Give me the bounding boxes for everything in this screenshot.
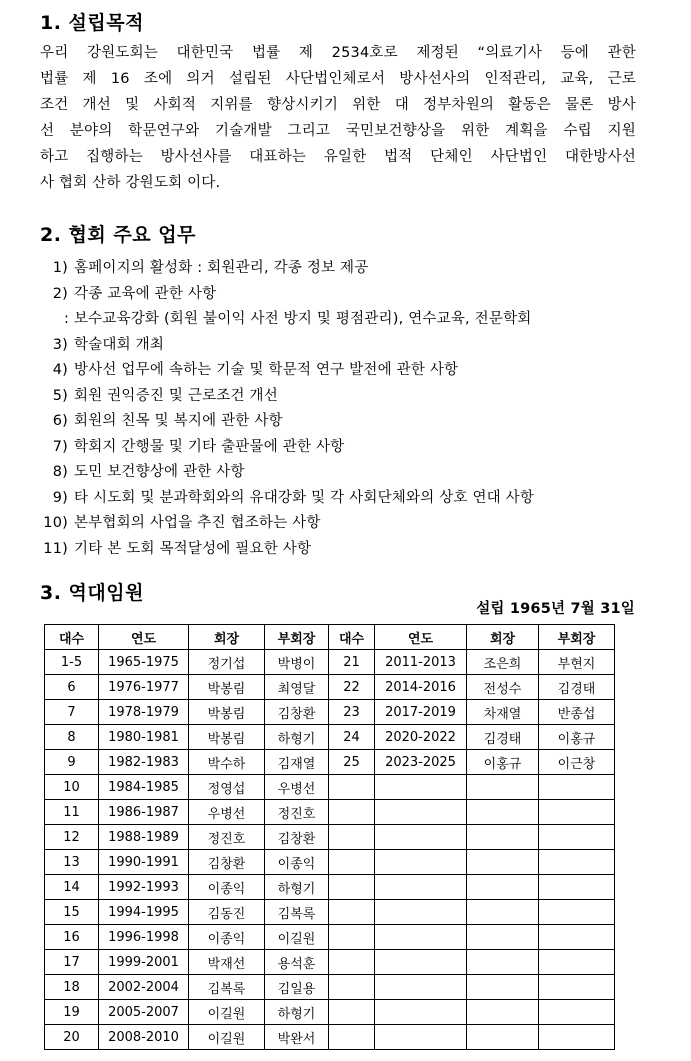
duty-item [40,333,534,359]
cell-term: 11 [45,800,99,825]
table-row [45,825,615,850]
cell-vice-president [539,950,615,975]
cell-years: 2023-2025 [375,750,467,775]
cell-years: 2011-2013 [375,650,467,675]
cell-years: 1990-1991 [99,850,189,875]
cell-president [467,775,539,800]
duty-number: 10) [43,515,68,531]
cell-president: 이종익 [189,925,265,950]
table-row [45,650,615,675]
section2-title: 2. 협회 주요 업무 [40,224,196,246]
duty-text: 회원 권익증진 및 근로조건 개선 [74,387,278,404]
cell-vice-president: 하형기 [265,875,329,900]
cell-vice-president [539,800,615,825]
cell-president: 김경태 [467,725,539,750]
duty-item [40,358,534,384]
cell-president: 이길원 [189,1025,265,1050]
cell-years: 2002-2004 [99,975,189,1000]
cell-years: 1992-1993 [99,875,189,900]
cell-term [329,925,375,950]
cell-term: 25 [329,750,375,775]
cell-term [329,850,375,875]
cell-years: 1980-1981 [99,725,189,750]
cell-term: 1-5 [45,650,99,675]
header-vice-president: 부회장 [265,625,329,650]
cell-term: 7 [45,700,99,725]
cell-years [375,775,467,800]
duty-text: 학술대회 개최 [74,336,165,353]
table-row [45,950,615,975]
table-row [45,700,615,725]
cell-vice-president: 김창환 [265,700,329,725]
cell-years: 1988-1989 [99,825,189,850]
cell-vice-president [539,925,615,950]
duty-item [40,307,534,333]
cell-vice-president: 이홍규 [539,725,615,750]
cell-vice-president [539,975,615,1000]
cell-president: 박봉림 [189,675,265,700]
cell-years: 1986-1987 [99,800,189,825]
cell-president: 조은희 [467,650,539,675]
header-president: 회장 [189,625,265,650]
cell-years [375,875,467,900]
cell-years: 1982-1983 [99,750,189,775]
cell-vice-president: 이근창 [539,750,615,775]
cell-years [375,925,467,950]
cell-term: 23 [329,700,375,725]
purpose-line: 조건 개선 및 사회적 지위를 향상시키기 위한 대 정부차원의 활동은 물론 방사 [40,97,636,113]
duty-text: 방사선 업무에 속하는 기술 및 학문적 연구 발전에 관한 사항 [74,362,459,378]
cell-years: 2008-2010 [99,1025,189,1050]
table-row [45,775,615,800]
cell-years [375,900,467,925]
cell-president [467,950,539,975]
founded-date: 설립 1965년 7월 31일 [476,601,635,617]
cell-president: 정기섭 [189,650,265,675]
duty-number: 3) [52,336,68,353]
duty-item [40,256,534,282]
cell-term: 21 [329,650,375,675]
duty-item [40,435,534,461]
duty-number: 9) [52,489,68,506]
cell-vice-president: 김경태 [539,675,615,700]
cell-years: 2020-2022 [375,725,467,750]
cell-president [467,925,539,950]
cell-vice-president: 김일용 [265,975,329,1000]
header-president: 회장 [467,625,539,650]
cell-president: 이홍규 [467,750,539,775]
duty-text: 도민 보건향상에 관한 사항 [74,464,245,480]
cell-president: 김동진 [189,900,265,925]
duty-item [40,460,534,486]
cell-vice-president: 박병이 [265,650,329,675]
cell-vice-president: 박완서 [265,1025,329,1050]
table-row [45,750,615,775]
cell-term: 6 [45,675,99,700]
cell-vice-president: 하형기 [265,725,329,750]
duty-number: 6) [52,413,68,429]
cell-vice-president [539,875,615,900]
cell-years [375,975,467,1000]
cell-president: 박봉림 [189,700,265,725]
cell-vice-president: 김복록 [265,900,329,925]
duty-number: 7) [52,438,68,455]
cell-vice-president: 정진호 [265,800,329,825]
duty-number: 4) [52,362,68,378]
duty-number: 5) [52,387,68,404]
section1-title: 1. 설립목적 [40,12,144,34]
purpose-line: 우리 강원도회는 대한민국 법률 제 2534호로 제정된 “의료기사 등에 관한 [40,45,636,61]
cell-president [467,850,539,875]
cell-term: 22 [329,675,375,700]
duty-text: 학회지 간행물 및 기타 출판물에 관한 사항 [74,438,345,455]
cell-president [467,900,539,925]
cell-years: 1976-1977 [99,675,189,700]
cell-years: 1999-2001 [99,950,189,975]
cell-term: 18 [45,975,99,1000]
cell-term [329,950,375,975]
duties-list [40,256,534,562]
duty-item [40,384,534,410]
cell-years: 2017-2019 [375,700,467,725]
header-years: 연도 [99,625,189,650]
cell-vice-president: 부현지 [539,650,615,675]
cell-years: 1994-1995 [99,900,189,925]
duty-item [40,409,534,435]
cell-term: 16 [45,925,99,950]
cell-term: 8 [45,725,99,750]
cell-president: 이길원 [189,1000,265,1025]
table-row [45,900,615,925]
table-row [45,800,615,825]
cell-president [467,975,539,1000]
cell-years [375,950,467,975]
cell-president: 차재열 [467,700,539,725]
cell-vice-president [539,775,615,800]
cell-vice-president: 하형기 [265,1000,329,1025]
table-header-row [45,625,615,650]
cell-vice-president: 이종익 [265,850,329,875]
cell-years [375,825,467,850]
cell-term [329,775,375,800]
cell-vice-president: 이길원 [265,925,329,950]
duty-text: 각종 교육에 관한 사항 [74,285,217,302]
duty-text: : 보수교육강화 (회원 불이익 사전 방지 및 평점관리), 연수교육, 전문학회 [64,311,532,327]
cell-years: 1965-1975 [99,650,189,675]
table-row [45,1025,615,1050]
cell-president [467,800,539,825]
cell-years: 2014-2016 [375,675,467,700]
duty-item [40,537,534,563]
cell-vice-president [539,900,615,925]
table-row [45,675,615,700]
cell-vice-president: 용석훈 [265,950,329,975]
cell-president [467,1025,539,1050]
header-term: 대수 [45,625,99,650]
cell-vice-president: 우병선 [265,775,329,800]
duty-number: 1) [52,260,68,276]
duty-text: 홈페이지의 활성화 : 회원관리, 각종 정보 제공 [74,260,369,276]
cell-term [329,975,375,1000]
cell-years [375,800,467,825]
cell-term: 12 [45,825,99,850]
table-row [45,1000,615,1025]
cell-term: 19 [45,1000,99,1025]
cell-years: 1984-1985 [99,775,189,800]
cell-president: 박재선 [189,950,265,975]
cell-years [375,850,467,875]
cell-president: 전성수 [467,675,539,700]
cell-term: 9 [45,750,99,775]
cell-president [467,1000,539,1025]
cell-term [329,825,375,850]
duty-text: 회원의 친목 및 복지에 관한 사항 [74,413,283,429]
purpose-paragraph [40,40,636,196]
cell-years: 1996-1998 [99,925,189,950]
cell-president [467,825,539,850]
table-row [45,975,615,1000]
cell-term: 24 [329,725,375,750]
duty-number: 11) [43,540,68,557]
table-row [45,925,615,950]
cell-term: 14 [45,875,99,900]
purpose-line: 하고 집행하는 방사선사를 대표하는 유일한 법적 단체인 사단법인 대한방사선 [40,149,636,165]
duty-number: 2) [52,285,68,302]
cell-vice-president: 최영달 [265,675,329,700]
cell-term [329,1000,375,1025]
cell-president: 박수하 [189,750,265,775]
cell-vice-president [539,1025,615,1050]
cell-vice-president: 김재열 [265,750,329,775]
cell-term: 10 [45,775,99,800]
cell-president: 이종익 [189,875,265,900]
duty-number: 8) [52,464,68,480]
officers-table [44,624,615,1050]
cell-president: 우병선 [189,800,265,825]
duty-item [40,282,534,308]
cell-president [467,875,539,900]
duty-item [40,511,534,537]
cell-president: 정영섭 [189,775,265,800]
purpose-line: 선 분야의 학문연구와 기술개발 그리고 국민보건향상을 위한 계획을 수립 지원 [40,123,636,139]
header-term: 대수 [329,625,375,650]
purpose-line: 사 협회 산하 강원도회 이다. [40,175,221,191]
cell-president: 박봉림 [189,725,265,750]
cell-president: 김복록 [189,975,265,1000]
cell-years: 2005-2007 [99,1000,189,1025]
cell-vice-president: 반종섭 [539,700,615,725]
cell-term: 15 [45,900,99,925]
cell-vice-president: 김창환 [265,825,329,850]
table-row [45,875,615,900]
cell-president: 정진호 [189,825,265,850]
cell-term: 13 [45,850,99,875]
section3-title: 3. 역대임원 [40,582,144,604]
cell-term: 17 [45,950,99,975]
duty-text: 본부협회의 사업을 추진 협조하는 사항 [74,515,321,531]
cell-vice-president [539,825,615,850]
header-vice-president: 부회장 [539,625,615,650]
purpose-line: 법률 제 16 조에 의거 설립된 사단법인체로서 방사선사의 인적관리, 교육, 근로 [40,71,636,87]
cell-term [329,1025,375,1050]
cell-vice-president [539,850,615,875]
duty-text: 타 시도회 및 분과학회와의 유대강화 및 각 사회단체와의 상호 연대 사항 [74,489,535,506]
cell-term [329,800,375,825]
duty-text: 기타 본 도회 목적달성에 필요한 사항 [74,540,312,557]
cell-term: 20 [45,1025,99,1050]
duty-item [40,486,534,512]
cell-years: 1978-1979 [99,700,189,725]
cell-vice-president [539,1000,615,1025]
cell-term [329,900,375,925]
cell-term [329,875,375,900]
table-row [45,850,615,875]
cell-president: 김창환 [189,850,265,875]
table-row [45,725,615,750]
header-years: 연도 [375,625,467,650]
cell-years [375,1025,467,1050]
cell-years [375,1000,467,1025]
